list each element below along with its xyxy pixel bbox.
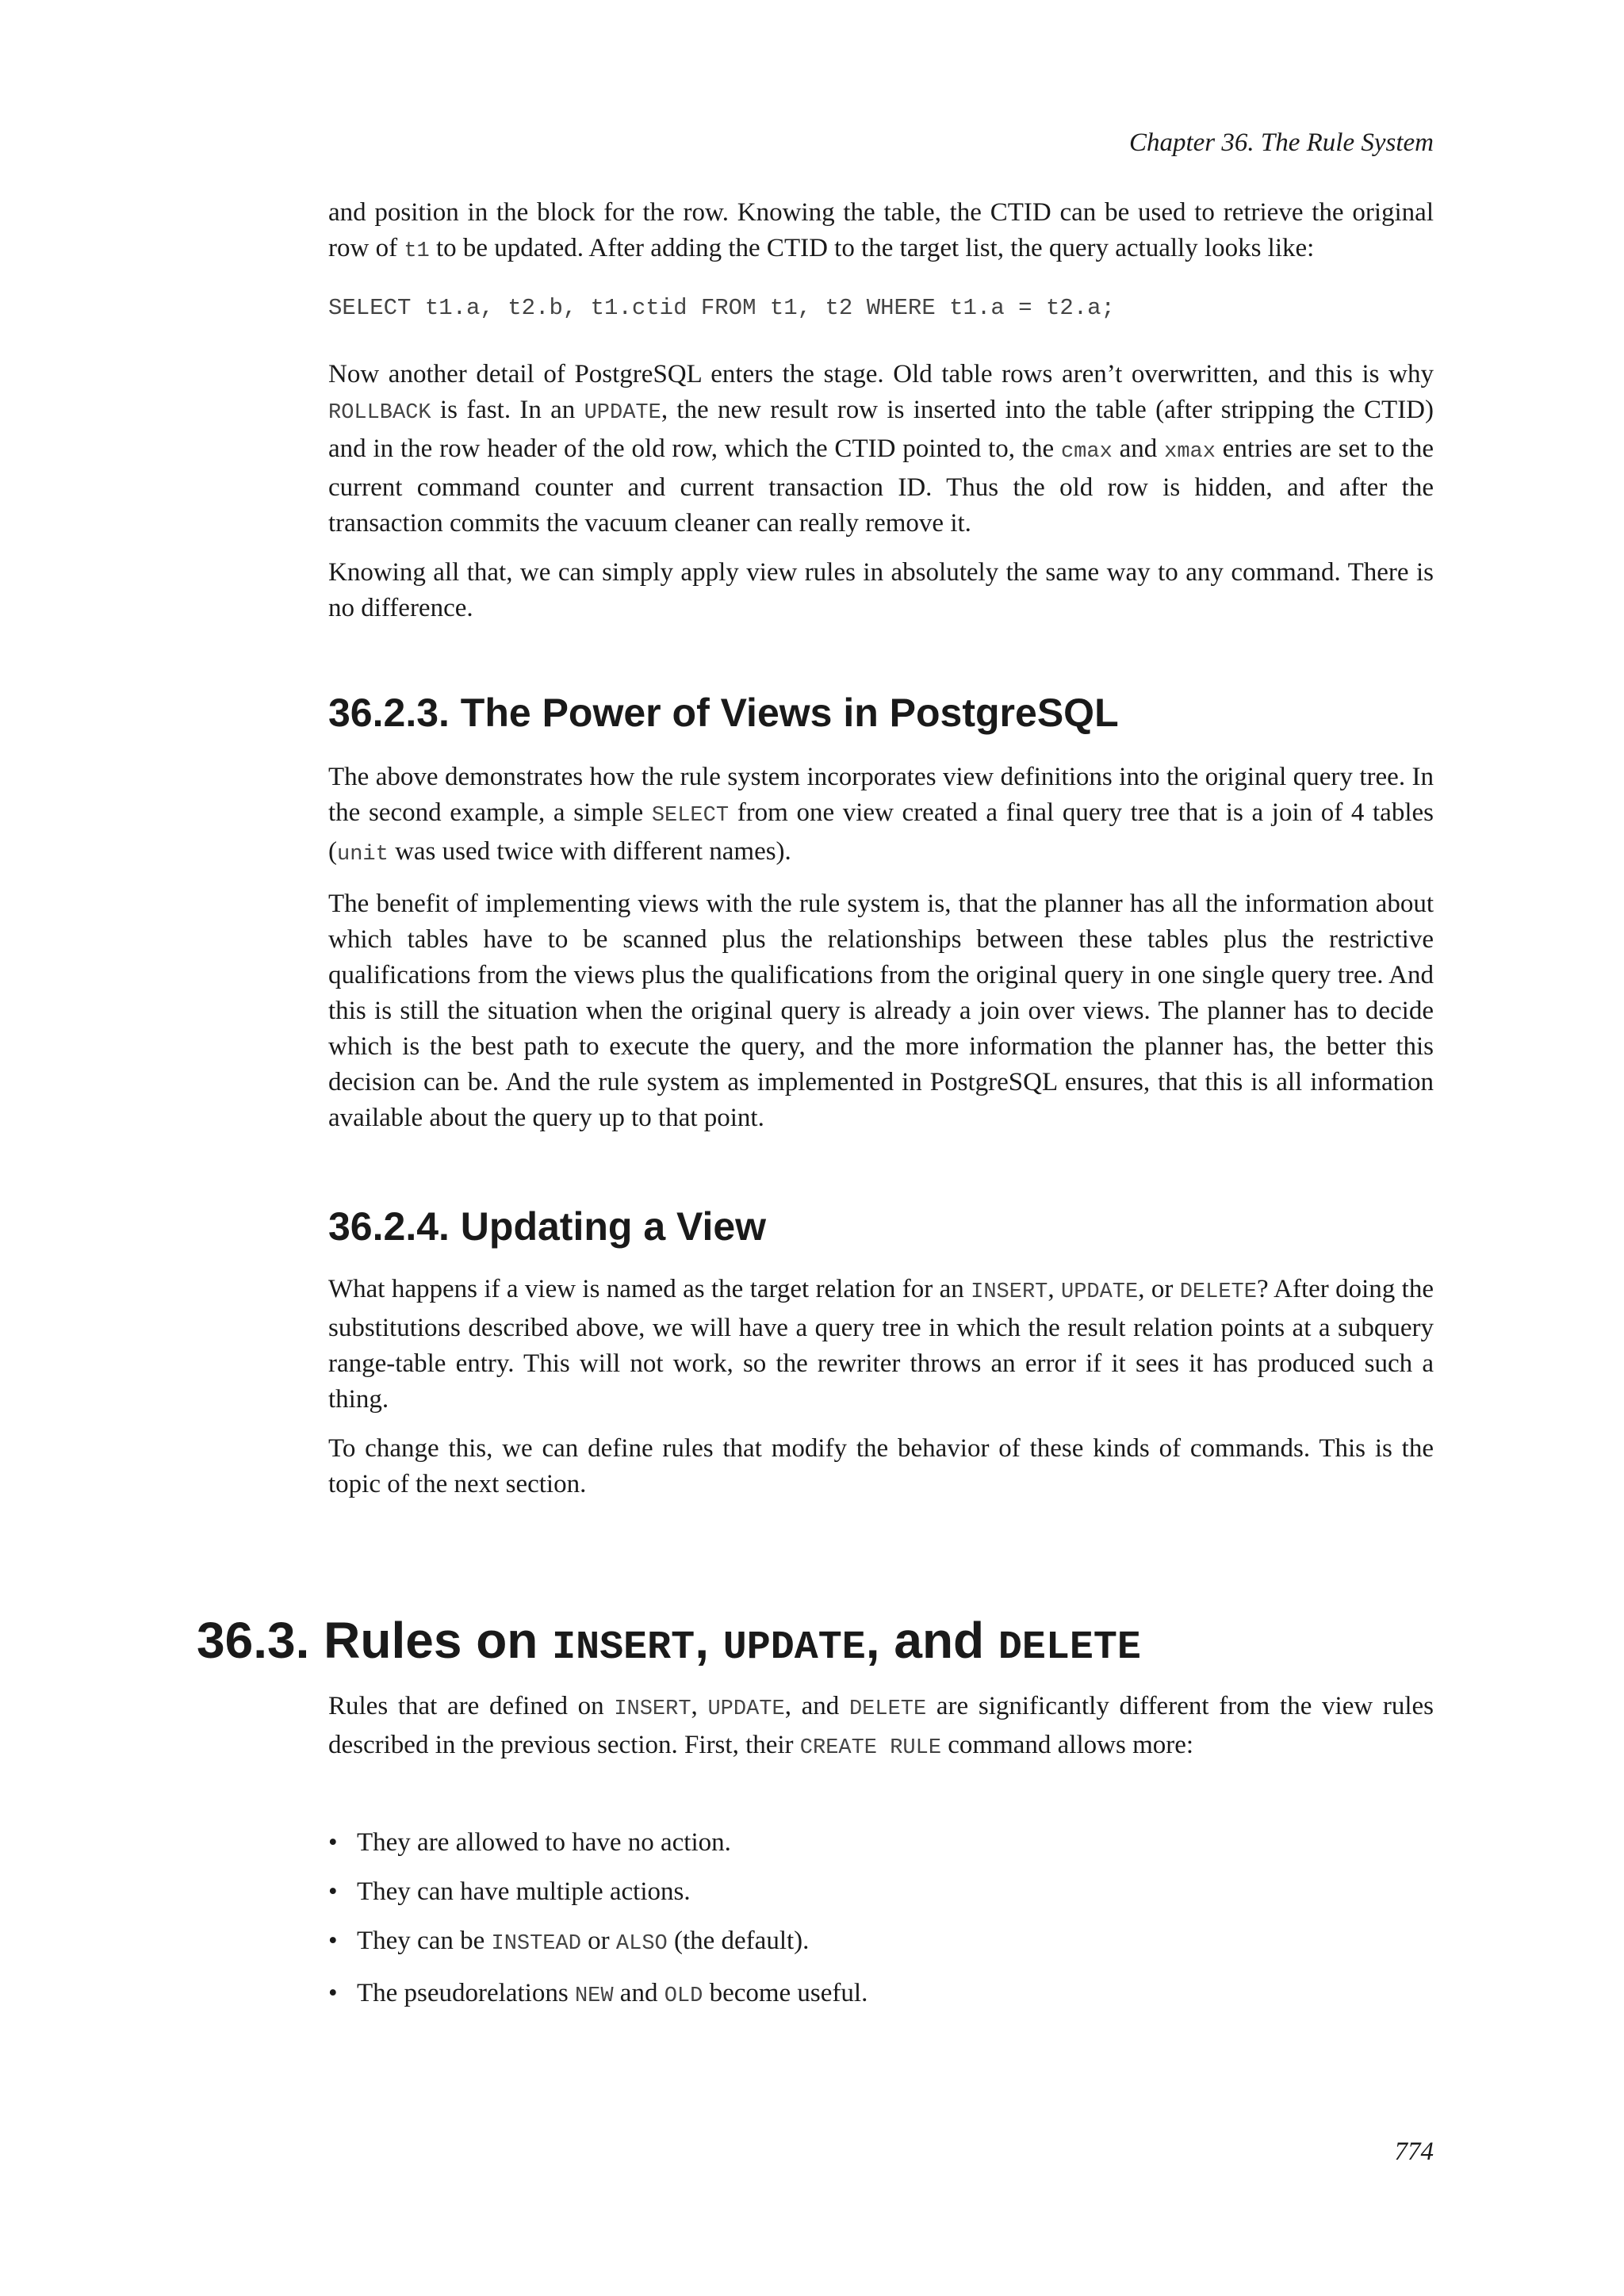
inline-code: OLD xyxy=(664,1984,703,2008)
section-2-4-paragraph-2: To change this, we can define rules that modify the behavior of these kinds of commands. This is the topic of the next section. xyxy=(328,1434,1434,1498)
section-2-4-paragraph-1: What happens if a view is named as the target relation for an INSERT, UPDATE, or DELETE? After doing the substitutions described above, we will have a query tree in which the result relation points at a subquery range-table entry. This will not work, so the rewriter throws an error if it sees it has produced such a thing. xyxy=(328,1275,1434,1414)
section-2-3-paragraph-2: The benefit of implementing views with the rule system is, that the planner has all the information about which tables have to be scanned plus the relationships between these tables plus the restrictive qualifications from the views plus the qualifications from the original query in one single query tree. And this is still the situation when the original query is already a join over views. The planner has to decide which is the best path to execute the query, and the more information the planner has, the better this decision can be. And the rule system as implemented in PostgreSQL ensures, that this is all information available about the query up to that point. xyxy=(328,890,1434,1132)
bullet-list xyxy=(328,1825,1434,2028)
inline-code: UPDATE xyxy=(707,1697,785,1721)
list-item: • They can be INSTEAD or ALSO (the default). xyxy=(328,1923,1434,1962)
bullet-icon: • xyxy=(328,1927,338,1955)
bullet-icon: • xyxy=(328,1828,338,1857)
code-block xyxy=(328,295,1434,321)
inline-code: ALSO xyxy=(615,1932,668,1956)
section-2-3-paragraph-1: The above demonstrates how the rule system incorporates view definitions into the original query tree. In the second example, a simple SELECT from one view created a final query tree that is a join of 4 tables (unit was used twice with different names). xyxy=(328,763,1434,867)
section-2-3-body xyxy=(328,760,1434,1150)
intro-paragraph-2: Now another detail of PostgreSQL enters the stage. Old table rows aren’t overwritten, and this is why ROLLBACK is fast. In an UPDATE, the new result row is inserted into the table (after stripping the CTID) and in the row header of the old row, which the CTID pointed to, the cmax and xmax entries are set to the current command counter and current transaction ID. Thus the old row is hidden, and after the transaction commits the vacuum cleaner can really remove it. xyxy=(328,360,1434,538)
section-2-4-body xyxy=(328,1272,1434,1516)
list-item: • The pseudorelations NEW and OLD become useful. xyxy=(328,1976,1434,2015)
code-line: SELECT t1.a, t2.b, t1.ctid FROM t1, t2 WHERE t1.a = t2.a; xyxy=(328,295,1115,321)
list-item: • They are allowed to have no action. xyxy=(328,1825,1434,1861)
inline-code: SELECT xyxy=(651,804,730,828)
running-header: Chapter 36. The Rule System xyxy=(1128,128,1434,157)
section-3-body xyxy=(328,1689,1434,1780)
section-heading-2-4: 36.2.4. Updating a View xyxy=(328,1204,767,1249)
section-3-paragraph-1: Rules that are defined on INSERT, UPDATE, and DELETE are significantly different from the view rules described in the previous section. First, their CREATE RULE command allows more: xyxy=(328,1692,1434,1760)
inline-code: INSERT xyxy=(614,1697,691,1721)
section-heading-3: 36.3. Rules on INSERT, UPDATE, and DELETE xyxy=(197,1612,1141,1670)
inline-code: t1 xyxy=(404,239,430,263)
bullet-icon: • xyxy=(328,1979,338,2007)
intro-paragraph-1: and position in the block for the row. Knowing the table, the CTID can be used to retrieve the original row of t1 to be updated. After adding the CTID to the target list, the query actually looks like: xyxy=(328,198,1434,263)
inline-code: UPDATE xyxy=(1061,1280,1139,1304)
intro-block xyxy=(328,195,1434,283)
intro-paragraph-3: Knowing all that, we can simply apply view rules in absolutely the same way to any command. There is no difference. xyxy=(328,558,1434,622)
bullet-icon: • xyxy=(328,1877,338,1906)
inline-code: ROLLBACK xyxy=(328,401,431,425)
inline-code: cmax xyxy=(1060,440,1113,464)
intro-block-2 xyxy=(328,357,1434,640)
section-heading-2-3: 36.2.3. The Power of Views in PostgreSQL xyxy=(328,691,1119,735)
page-number: 774 xyxy=(1394,2137,1434,2166)
inline-code: xmax xyxy=(1164,440,1216,464)
inline-code: unit xyxy=(337,843,389,867)
inline-code: DELETE xyxy=(848,1697,927,1721)
list-item: • They can have multiple actions. xyxy=(328,1874,1434,1910)
inline-code: NEW xyxy=(574,1984,614,2008)
inline-code: INSERT xyxy=(971,1280,1048,1304)
inline-code: CREATE RULE xyxy=(799,1736,942,1760)
inline-code: UPDATE xyxy=(584,401,661,425)
inline-code: INSTEAD xyxy=(491,1932,581,1956)
inline-code: DELETE xyxy=(1179,1280,1257,1304)
